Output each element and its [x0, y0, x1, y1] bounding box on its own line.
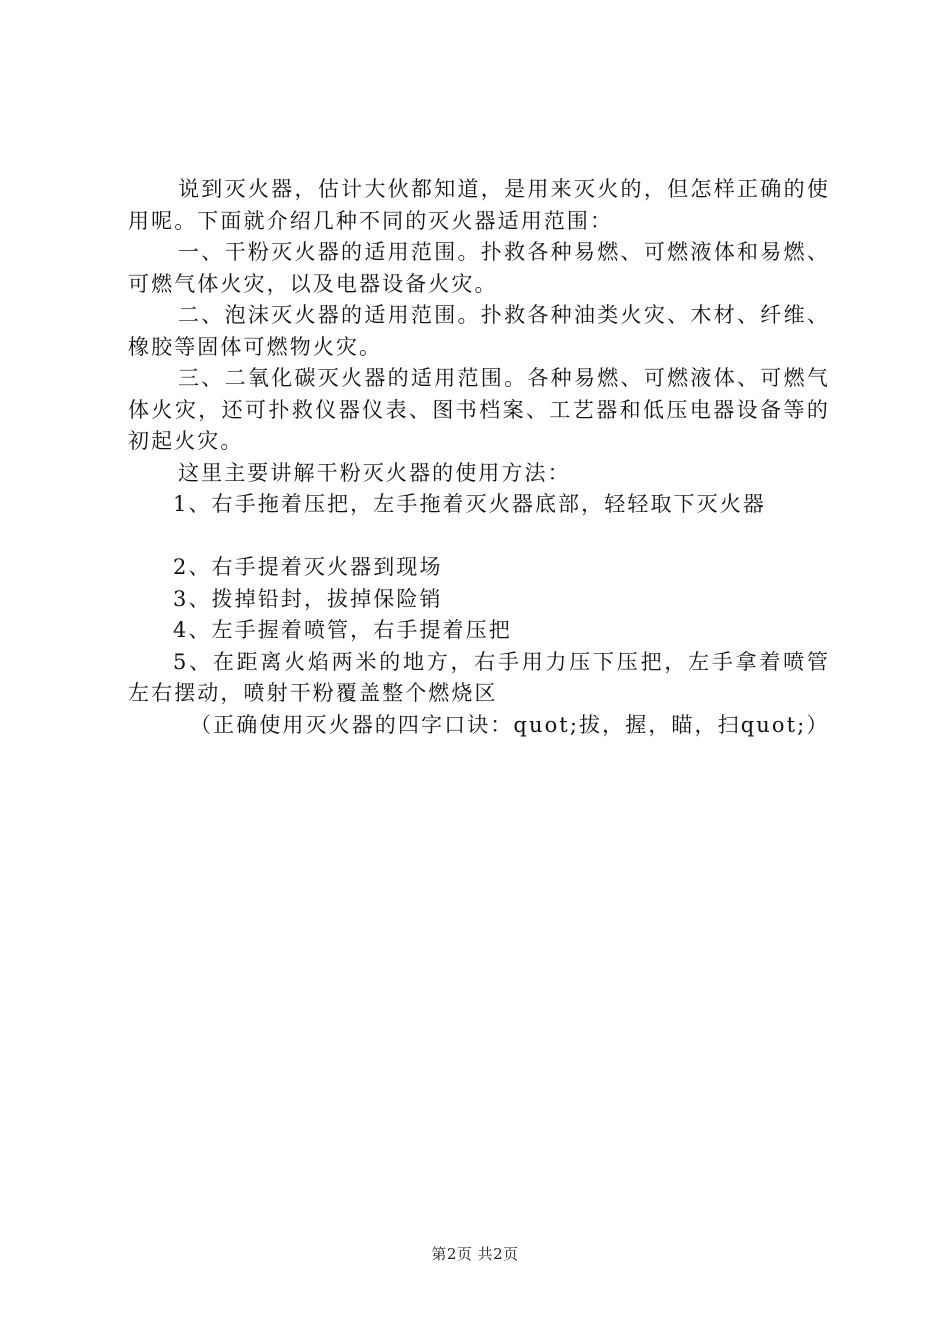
step-4: 4、左手握着喷管，右手提着压把 [173, 618, 512, 642]
step-2: 2、右手提着灭火器到现场 [173, 555, 443, 579]
page-number-footer: 第2页 共2页 [431, 1245, 519, 1263]
intro-paragraph: 说到灭火器，估计大伙都知道，是用来灭火的，但怎样正确的使用呢。下面就介绍几种不同的灭火器适用范围： [128, 177, 830, 233]
step-5: 5、在距离火焰两米的地方，右手用力压下压把，左手拿着喷管左右摆动，喷射干粉覆盖整个燃烧区 [128, 649, 830, 705]
usage-intro-paragraph: 这里主要讲解干粉灭火器的使用方法： [178, 460, 571, 485]
foam-scope-paragraph: 二、泡沫灭火器的适用范围。扑救各种油类火灾、木材、纤维、橡胶等固体可燃物火灾。 [128, 303, 830, 359]
blank-line [128, 521, 830, 553]
mnemonic-note: （正确使用灭火器的四字口诀：quot;拔，握，瞄，扫quot;） [190, 712, 830, 737]
dry-powder-scope-paragraph: 一、干粉灭火器的适用范围。扑救各种易燃、可燃液体和易燃、可燃气体火灾，以及电器设备火灾。 [128, 240, 830, 296]
co2-scope-paragraph: 三、二氧化碳灭火器的适用范围。各种易燃、可燃液体、可燃气体火灾，还可扑救仪器仪表、图书档案、工艺器和低压电器设备等的初起火灾。 [128, 366, 830, 453]
document-body [128, 174, 830, 741]
step-1: 1、右手拖着压把，左手拖着灭火器底部，轻轻取下灭火器 [173, 492, 766, 516]
step-3: 3、拨掉铅封，拔掉保险销 [173, 586, 443, 611]
